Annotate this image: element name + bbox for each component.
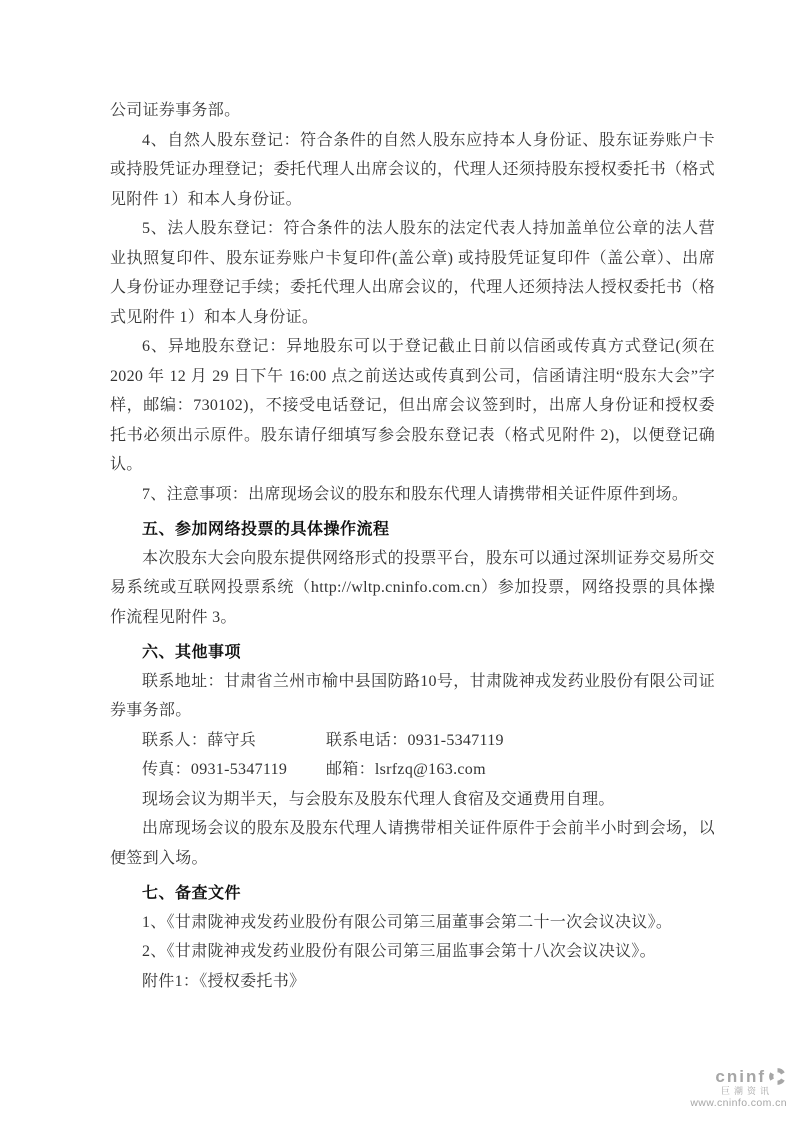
paragraph: 本次股东大会向股东提供网络形式的投票平台，股东可以通过深圳证券交易所交易系统或互联网投票系统（http://wltp.cninfo.com.cn）参加投票，网络投票的具体操作流程见附件 3。: [110, 549, 715, 626]
paragraph: 公司证券事务部。: [110, 102, 241, 119]
paragraph: 4、自然人股东登记：符合条件的自然人股东应持本人身份证、股东证券账户卡或持股凭证办理登记；委托代理人出席会议的，代理人还须持股东授权委托书（格式见附件 1）和本人身份证。: [110, 131, 715, 208]
cninfo-site-url: www.cninfo.com.cn: [690, 1097, 787, 1109]
section-heading: 七、备查文件: [142, 883, 242, 902]
cninfo-brand-text: cninf: [715, 1066, 766, 1086]
paragraph: 联系地址：甘肃省兰州市榆中县国防路10号，甘肃陇神戎发药业股份有限公司证券事务部。: [110, 672, 715, 719]
paragraph: 附件1：《授权委托书》: [142, 972, 306, 990]
contact-col-right: 邮箱：lsrfzq@163.com: [326, 761, 486, 778]
contact-col-left: 传真：0931-5347119: [142, 761, 288, 778]
cninfo-brand-row: [690, 1067, 787, 1086]
paragraph: 出席现场会议的股东及股东代理人请携带相关证件原件于会前半小时到会场，以便签到入场。: [110, 820, 715, 867]
section-heading: 六、其他事项: [142, 642, 242, 661]
cninfo-pinwheel-icon: [768, 1067, 787, 1086]
cninfo-watermark: [690, 1067, 787, 1110]
paragraph: 2、《甘肃陇神戎发药业股份有限公司第三届监事会第十八次会议决议》。: [142, 943, 656, 960]
paragraph: 5、法人股东登记：符合条件的法人股东的法定代表人持加盖单位公章的法人营业执照复印件、股东证券账户卡复印件(盖公章) 或持股凭证复印件（盖公章）、出席人身份证办理登记手续；委托代理人出席会议的，代理人还须持法人授权委托书（格式见附件 1）和本人身份证。: [110, 220, 715, 326]
paragraph: 现场会议为期半天，与会股东及股东代理人食宿及交通费用自理。: [142, 790, 615, 808]
paragraph: 1、《甘肃陇神戎发药业股份有限公司第三届董事会第二十一次会议决议》。: [142, 913, 673, 931]
contact-row: [110, 726, 715, 756]
document-body: [110, 96, 715, 996]
section-heading: 五、参加网络投票的具体操作流程: [142, 519, 390, 538]
contact-col-right: 联系电话：0931-5347119: [326, 731, 504, 749]
contact-row: [110, 755, 715, 785]
paragraph: 7、注意事项：出席现场会议的股东和股东代理人请携带相关证件原件到场。: [142, 485, 689, 503]
paragraph: 6、异地股东登记：异地股东可以于登记截止日前以信函或传真方式登记(须在 2020 年 12 月 29 日下午 16:00 点之前送达或传真到公司，信函请注明“股东大会”字样，邮编：730102)，不接受电话登记，但出席会议签到时，出席人身份证和授权委托书必须出示原件。股东请仔细填写参会股东登记表（格式见附件 2)，以便登记确认。: [110, 338, 715, 473]
contact-col-left: 联系人：薛守兵: [142, 731, 257, 749]
cninfo-site-name: 巨潮资讯: [720, 1086, 773, 1096]
